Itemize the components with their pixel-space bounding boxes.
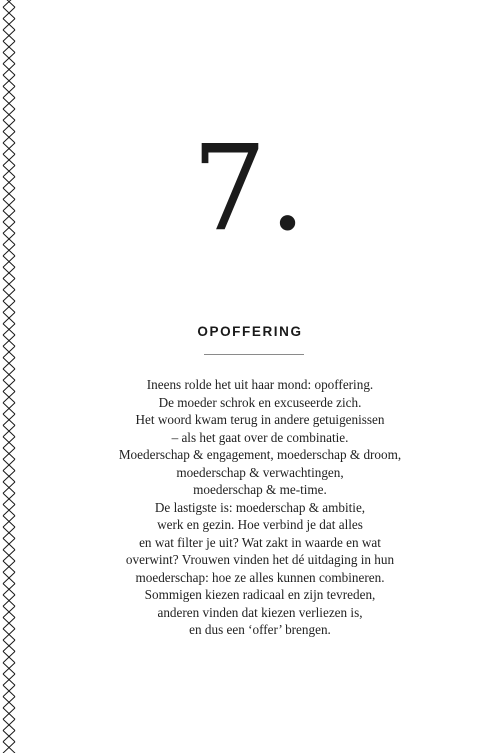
chain-cross-icon [3,0,15,7]
chain-cross-icon [3,561,15,572]
chain-cross-icon [3,30,15,41]
chapter-title: OPOFFERING [197,324,303,339]
chain-cross-icon [3,719,15,730]
body-line: Moederschap & engagement, moederschap & droom, [118,447,402,462]
chain-cross-icon [3,346,15,357]
chain-cross-icon [3,471,15,482]
chain-cross-icon [3,279,15,290]
chain-cross-icon [3,53,15,64]
chain-cross-icon [3,437,15,448]
chain-cross-icon [3,392,15,403]
chain-cross-icon [3,618,15,629]
chain-cross-icon [3,358,15,369]
body-line: Het woord kwam terug in andere getuigenissen [135,412,385,427]
body-line: moederschap & me-time. [193,482,327,497]
chain-cross-icon [3,41,15,52]
body-line: werk en gezin. Hoe verbind je dat alles [157,517,363,532]
chain-cross-icon [3,301,15,312]
chain-cross-icon [3,674,15,685]
body-line: Ineens rolde het uit haar mond: opoffering. [146,377,374,392]
chain-cross-icon [3,663,15,674]
chain-cross-icon [3,629,15,640]
chain-cross-icon [3,19,15,30]
chain-cross-icon [3,572,15,583]
body-paragraph [40,376,480,639]
chain-cross-icon [3,482,15,493]
chain-cross-icon [3,685,15,696]
chain-cross-icon [3,550,15,561]
chain-cross-icon [3,527,15,538]
chain-cross-icon [3,584,15,595]
body-line: anderen vinden dat kiezen verliezen is, [157,604,363,620]
chain-cross-icon [3,448,15,459]
chain-cross-icon [3,380,15,391]
chain-cross-icon [3,86,15,97]
chain-cross-icon [3,414,15,425]
title-divider [204,354,304,355]
chain-cross-icon [3,505,15,516]
body-line: moederschap: hoe ze alles kunnen combineren. [135,569,385,585]
chain-cross-icon [3,369,15,380]
chain-cross-icon [3,98,15,109]
chain-cross-icon [3,75,15,86]
chain-cross-icon [3,267,15,278]
chain-cross-icon [3,538,15,549]
chain-cross-icon [3,742,15,753]
body-line: overwint? Vrouwen vinden het dé uitdaging in hun [125,552,395,567]
chain-cross-icon [3,459,15,470]
chain-cross-icon [3,640,15,651]
chain-cross-icon [3,64,15,75]
chain-cross-icon [3,708,15,719]
chain-cross-icon [3,425,15,436]
chain-cross-icon [3,516,15,527]
chain-cross-icon [3,493,15,504]
decorative-chain-border [0,0,18,753]
body-line: De moeder schrok en excuseerde zich. [158,394,362,410]
body-line: De lastigste is: moederschap & ambitie, [154,499,366,515]
body-line: moederschap & verwachtingen, [176,464,344,480]
body-line: – als het gaat over de combinatie. [171,429,349,445]
body-line: Sommigen kiezen radicaal en zijn tevreden, [144,587,376,602]
chapter-number: 7. [191,119,309,257]
chain-cross-icon [3,651,15,662]
chain-cross-icon [3,606,15,617]
chain-cross-icon [3,403,15,414]
chain-cross-icon [3,731,15,742]
chain-cross-icon [3,312,15,323]
chain-cross-icon [3,595,15,606]
chain-cross-icon [3,7,15,18]
body-line: en wat filter je uit? Wat zakt in waarde en wat [139,534,381,550]
chain-cross-icon [3,290,15,301]
body-line: en dus een ‘offer’ brengen. [189,622,331,637]
chain-cross-icon [3,697,15,708]
